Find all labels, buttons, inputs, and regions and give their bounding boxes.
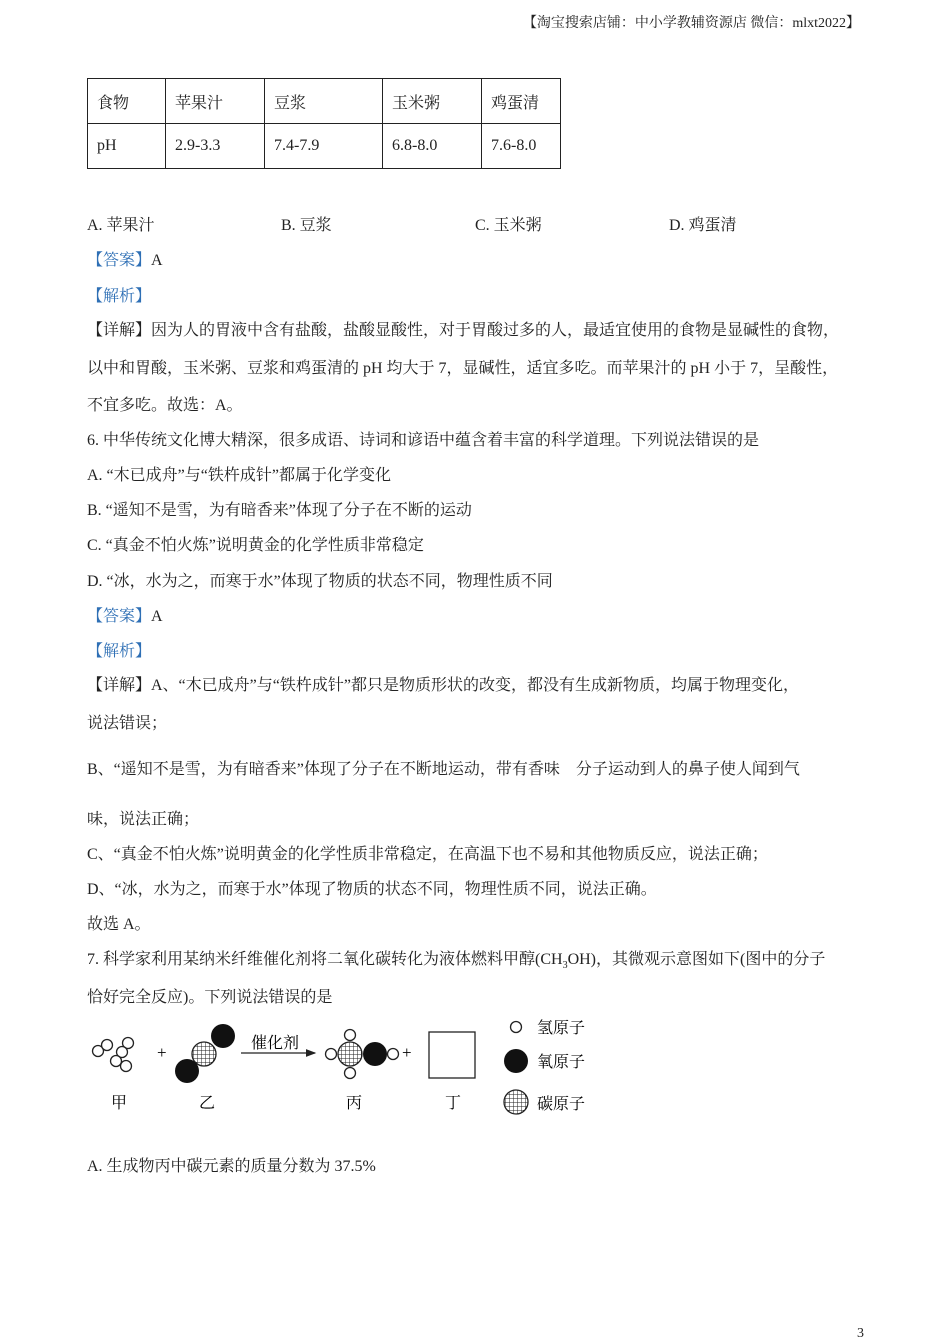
table-cell: pH [88, 124, 166, 169]
q5-option-c: C. 玉米粥 [475, 217, 542, 234]
q7-stem-part: 7. 科学家利用某纳米纤维催化剂将二氧化碳转化为液体燃料甲醇(CH [87, 951, 563, 968]
q7-stem-line1 [87, 946, 825, 971]
ph-table [87, 78, 561, 169]
label-yi: 乙 [199, 1095, 216, 1112]
q6-detail-line: D、“冰，水为之，而寒于水”体现了物质的状态不同，物理性质不同，说法正确。 [87, 881, 657, 898]
reaction-diagram [85, 1018, 605, 1123]
q5-detail-line: 以中和胃酸，玉米粥、豆浆和鸡蛋清的 pH 均大于 7，显碱性，适宜多吃。而苹果汁的 pH 小于 7，呈酸性， [87, 360, 839, 377]
q6-detail-line: 说法错误； [87, 715, 168, 732]
table-row [88, 79, 561, 124]
hydrogen-molecules-icon [93, 1038, 134, 1072]
plus-sign: + [402, 1043, 412, 1062]
unknown-product-box [429, 1032, 475, 1078]
q6-option-d: D. “冰，水为之，而寒于水”体现了物质的状态不同，物理性质不同 [87, 573, 553, 590]
legend-carbon: 碳原子 [537, 1096, 586, 1113]
catalyst-label: 催化剂 [251, 1035, 300, 1052]
q5-detail-line: 【详解】因为人的胃液中含有盐酸，盐酸显酸性，对于胃酸过多的人，最适宜使用的食物是显碱性的食物， [87, 322, 840, 339]
table-cell: 7.4-7.9 [265, 124, 383, 169]
hydrogen-atom-icon [511, 1022, 522, 1033]
q7-stem-subscript: 3 [562, 960, 568, 972]
legend-oxygen: 氧原子 [537, 1054, 586, 1071]
q6-detail-line: 【详解】A、“木已成舟”与“铁杵成针”都只是物质形状的改变，都没有生成新物质，均属于物理变化， [87, 677, 799, 694]
q5-analysis-tag: 【解析】 [87, 288, 152, 305]
table-row [88, 124, 561, 169]
legend-hydrogen: 氢原子 [537, 1020, 586, 1037]
q7-option-a: A. 生成物丙中碳元素的质量分数为 37.5% [87, 1158, 376, 1175]
answer-tag: 【答案】 [87, 252, 152, 269]
q6-option-a: A. “木已成舟”与“铁杵成针”都属于化学变化 [87, 467, 391, 484]
answer-tag: 【答案】 [87, 608, 152, 625]
table-cell: 苹果汁 [166, 79, 265, 124]
q5-option-a: A. 苹果汁 [87, 217, 155, 234]
label-bing: 丙 [346, 1095, 363, 1112]
q6-detail-line: 故选 A。 [87, 916, 151, 933]
table-cell: 豆浆 [265, 79, 383, 124]
q6-stem: 6. 中华传统文化博大精深，很多成语、诗词和谚语中蕴含着丰富的科学道理。下列说法错误的是 [87, 432, 760, 449]
table-cell: 7.6-8.0 [482, 124, 561, 169]
q6-option-b: B. “遥知不是雪，为有暗香来”体现了分子在不断的运动 [87, 502, 472, 519]
methanol-molecule-icon [326, 1030, 399, 1079]
label-jia: 甲 [111, 1095, 128, 1112]
carbon-dioxide-molecule-icon [175, 1024, 235, 1083]
q6-analysis-tag: 【解析】 [87, 643, 152, 660]
answer-value: A [151, 252, 163, 269]
table-cell: 鸡蛋清 [482, 79, 561, 124]
q5-option-b: B. 豆浆 [281, 217, 332, 234]
q5-answer [87, 247, 163, 270]
q6-detail-line: C、“真金不怕火炼”说明黄金的化学性质非常稳定，在高温下也不易和其他物质反应，说法正确； [87, 846, 768, 863]
oxygen-atom-icon [504, 1049, 528, 1073]
page-header: 【淘宝搜索店铺：中小学教辅资源店 微信：mlxt2022】 [522, 16, 860, 31]
table-cell: 玉米粥 [383, 79, 482, 124]
q7-stem-part: OH)，其微观示意图如下(图中的分子 [567, 951, 826, 968]
carbon-atom-icon [504, 1090, 528, 1114]
q6-option-c: C. “真金不怕火炼”说明黄金的化学性质非常稳定 [87, 537, 424, 554]
q6-answer [87, 603, 163, 626]
plus-sign: + [157, 1043, 167, 1062]
label-ding: 丁 [445, 1095, 462, 1112]
q6-detail-line: B、“遥知不是雪，为有暗香来”体现了分子在不断地运动，带有香味 分子运动到人的鼻子使人闻到气 [87, 761, 800, 778]
table-cell: 6.8-8.0 [383, 124, 482, 169]
q5-option-d: D. 鸡蛋清 [669, 217, 737, 234]
q6-detail-line: 味，说法正确； [87, 811, 200, 828]
answer-value: A [151, 608, 163, 625]
q5-detail-line: 不宜多吃。故选：A。 [87, 397, 243, 414]
q7-stem-line2: 恰好完全反应)。下列说法错误的是 [87, 989, 333, 1006]
table-cell: 2.9-3.3 [166, 124, 265, 169]
page-number: 3 [857, 1326, 864, 1341]
table-cell: 食物 [88, 79, 166, 124]
